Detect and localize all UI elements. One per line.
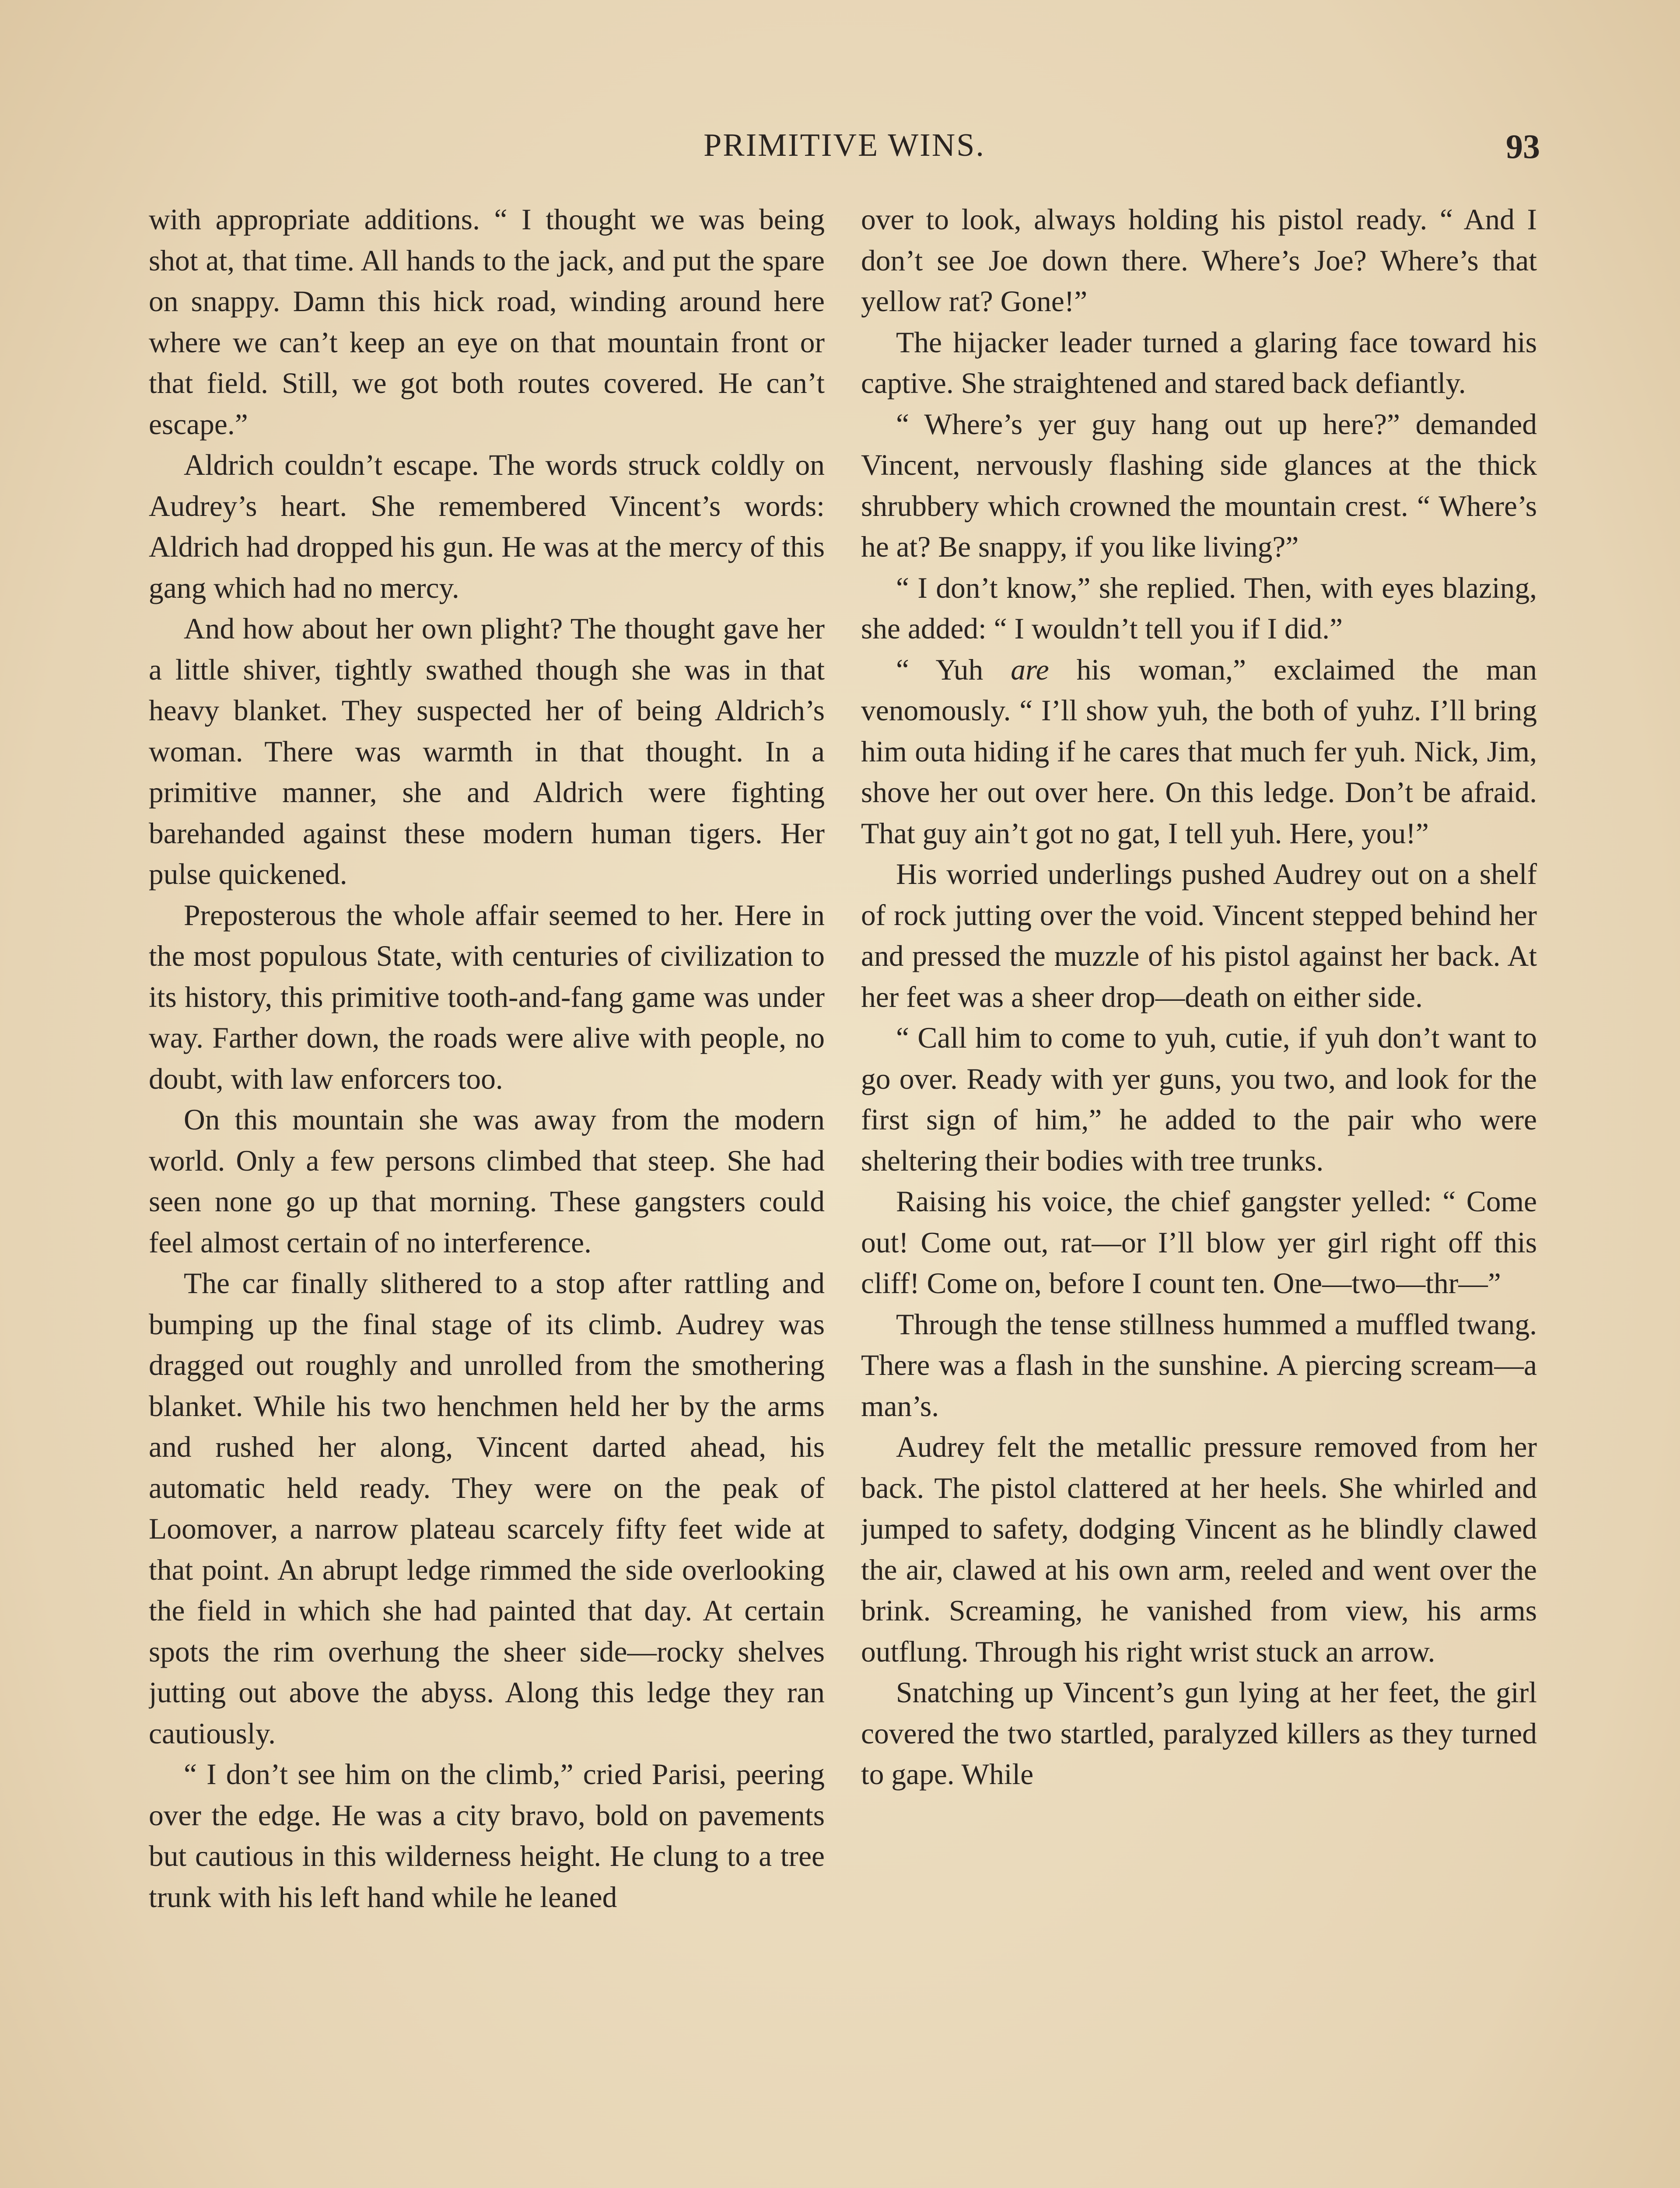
text-run: “ Yuh [896, 653, 1011, 686]
paragraph: Aldrich couldn’t escape. The words struck coldly on Audrey’s heart. She remembered Vincent’s words: Aldrich had dropped his gun. He was at the mercy of this gang which had no mercy. [149, 449, 825, 604]
paragraph: And how about her own plight? The thought gave her a little shiver, tightly swathed though she was in that heavy blanket. They suspected her of being Aldrich’s woman. There was warmth in that thought. In a primitive manner, she and Aldrich were fighting barehanded against these modern human tigers. Her pulse quickened. [149, 612, 825, 891]
page-header [149, 127, 1540, 179]
right-column [861, 199, 1537, 2188]
emphasis: are [1011, 653, 1049, 686]
paragraph: On this mountain she was away from the modern world. Only a few persons climbed that steep. She had seen none go up that morning. These gangsters could feel almost certain of no interference. [149, 1103, 825, 1259]
text-run: his woman,” exclaimed the man venomously. “ I’ll show yuh, the both of yuhz. I’ll bring him outa hiding if he cares that much fer yuh. Nick, Jim, shove her out over here. On this ledge. Don’t be afraid. That guy ain’t got no gat, I tell yuh. Here, you!” [861, 653, 1537, 850]
paragraph: over to look, always holding his pistol ready. “ And I don’t see Joe down there. Where’s Joe? Where’s that yellow rat? Gone!” [861, 203, 1537, 318]
paragraph: Audrey felt the metallic pressure removed from her back. The pistol clattered at her heels. She whirled and jumped to safety, dodging Vincent as he blindly clawed the air, clawed at his own arm, reeled and went over the brink. Screaming, he vanished from view, his arms outflung. Through his right wrist stuck an arrow. [861, 1431, 1537, 1668]
page-number: 93 [1506, 127, 1540, 165]
paragraph: Preposterous the whole affair seemed to her. Here in the most populous State, with centuries of civilization to its history, this primitive tooth-and-fang game was under way. Farther down, the roads were alive with people, no doubt, with law enforcers too. [149, 898, 825, 1095]
paragraph: with appropriate additions. “ I thought we was being shot at, that time. All hands to the jack, and put the spare on snappy. Damn this hick road, winding around here where we can’t keep an eye on that mountain front or that field. Still, we got both routes covered. He can’t escape.” [149, 203, 825, 441]
paragraph: “ I don’t see him on the climb,” cried Parisi, peering over the edge. He was a city bravo, bold on pavements but cautious in this wilderness height. He clung to a tree trunk with his left hand while he leaned [149, 1758, 825, 1914]
paragraph: Snatching up Vincent’s gun lying at her feet, the girl covered the two startled, paralyzed killers as they turned to gape. While [861, 1676, 1537, 1791]
paragraph: His worried underlings pushed Audrey out on a shelf of rock jutting over the void. Vincent stepped behind her and pressed the muzzle of his pistol against her back. At her feet was a sheer drop—death on either side. [861, 858, 1537, 1013]
paragraph: “ Where’s yer guy hang out up here?” demanded Vincent, nervously flashing side glances at the thick shrubbery which crowned the mountain crest. “ Where’s he at? Be snappy, if you like living?” [861, 407, 1537, 563]
paragraph: “ I don’t know,” she replied. Then, with eyes blazing, she added: “ I wouldn’t tell you if I did.” [861, 571, 1537, 645]
paragraph: Raising his voice, the chief gangster yelled: “ Come out! Come out, rat—or I’ll blow yer girl right off this cliff! Come on, before I count ten. One—two—thr—” [861, 1185, 1537, 1300]
paragraph: The car finally slithered to a stop after rattling and bumping up the final stage of its climb. Audrey was dragged out roughly and unrolled from the smothering blanket. While his two henchmen held her by the arms and rushed her along, Vincent darted ahead, his automatic held ready. They were on the peak of Loomover, a narrow plateau scarcely fifty feet wide at that point. An abrupt ledge rimmed the side overlooking the field in which she had painted that day. At certain spots the rim overhung the sheer side—rocky shelves jutting out above the abyss. Along this ledge they ran cautiously. [149, 1267, 825, 1750]
running-title: PRIMITIVE WINS. [704, 127, 985, 163]
paragraph: Through the tense stillness hummed a muffled twang. There was a flash in the sunshine. A piercing scream—a man’s. [861, 1308, 1537, 1423]
paragraph [861, 649, 1537, 854]
paragraph: The hijacker leader turned a glaring face toward his captive. She straightened and stared back defiantly. [861, 326, 1537, 400]
paragraph: “ Call him to come to yuh, cutie, if yuh don’t want to go over. Ready with yer guns, you two, and look for the first sign of him,” he added to the pair who were sheltering their bodies with tree trunks. [861, 1021, 1537, 1177]
left-column [149, 199, 825, 2188]
